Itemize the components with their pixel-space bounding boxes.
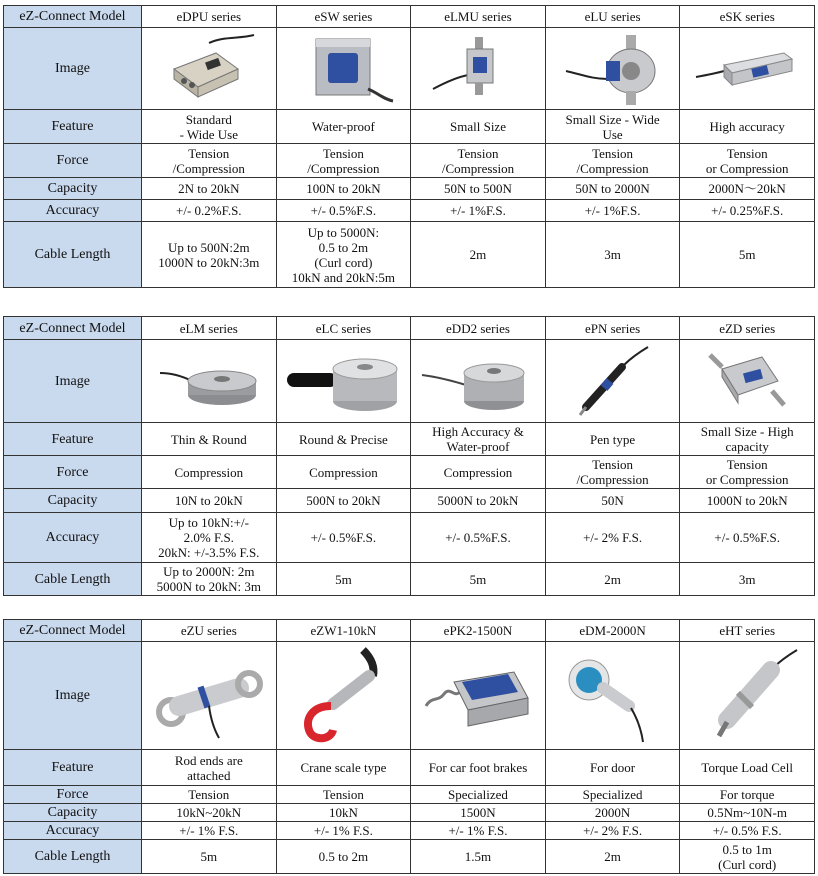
capacity-cell: 2000N～20kN [680,178,815,200]
ezd-load-cell-icon [692,343,802,419]
row-label-cable-length: Cable Length [4,222,142,288]
capacity-cell: 50N to 500N [411,178,546,200]
epn-image-cell [545,340,680,423]
accuracy-cell: +/- 0.5%F.S. [411,513,546,563]
capacity-cell: 2N to 20kN [142,178,277,200]
feature-cell: Round & Precise [276,423,411,456]
model-name-esw: eSW series [276,6,411,28]
row-label-force: Force [4,456,142,489]
esw-image-cell [276,28,411,110]
feature-cell: For car foot brakes [411,750,546,786]
feature-cell: Torque Load Cell [680,750,815,786]
cable-cell: Up to 2000N: 2m 5000N to 20kN: 3m [142,563,277,596]
accuracy-cell: +/- 0.2%F.S. [142,200,277,222]
feature-cell: Pen type [545,423,680,456]
row-label-cable-length: Cable Length [4,563,142,596]
force-cell: Specialized [411,786,546,804]
eht-torque-load-cell-icon [687,646,807,746]
accuracy-cell: +/- 0.5% F.S. [680,822,815,840]
model-header-label: eZ-Connect Model [4,317,142,340]
elu-image-cell [545,28,680,110]
elmu-miniature-load-cell-icon [423,31,533,107]
row-label-image: Image [4,28,142,110]
accuracy-cell: +/- 0.5%F.S. [680,513,815,563]
esk-image-cell [680,28,815,110]
row-label-image: Image [4,642,142,750]
ezw1-image-cell [276,642,411,750]
accuracy-cell: +/- 1% F.S. [411,822,546,840]
capacity-cell: 5000N to 20kN [411,489,546,513]
capacity-cell: 1500N [411,804,546,822]
force-cell: Tension [276,786,411,804]
row-label-cable-length: Cable Length [4,840,142,874]
accuracy-cell: +/- 0.5%F.S. [276,513,411,563]
edm-door-load-cell-icon [553,646,673,746]
accuracy-cell: +/- 1% F.S. [142,822,277,840]
feature-cell: Standard - Wide Use [142,110,277,144]
force-cell: Tension or Compression [680,144,815,178]
epk2-image-cell [411,642,546,750]
model-name-elm: eLM series [142,317,277,340]
elm-image-cell [142,340,277,423]
row-label-feature: Feature [4,110,142,144]
force-cell: Compression [276,456,411,489]
model-name-esk: eSK series [680,6,815,28]
capacity-cell: 500N to 20kN [276,489,411,513]
force-cell: Tension or Compression [680,456,815,489]
model-name-edpu: eDPU series [142,6,277,28]
force-cell: Tension /Compression [411,144,546,178]
eht-image-cell [680,642,815,750]
feature-cell: Small Size - High capacity [680,423,815,456]
cable-cell: 0.5 to 2m [276,840,411,874]
accuracy-cell: +/- 1% F.S. [276,822,411,840]
elc-image-cell [276,340,411,423]
elm-thin-round-load-cell-icon [154,343,264,419]
force-cell: Specialized [545,786,680,804]
elc-round-load-cell-icon [283,343,403,419]
capacity-cell: 10N to 20kN [142,489,277,513]
capacity-cell: 50N to 2000N [545,178,680,200]
force-cell: Tension /Compression [545,144,680,178]
force-cell: Tension /Compression [142,144,277,178]
cable-cell: Up to 500N:2m 1000N to 20kN:3m [142,222,277,288]
feature-cell: Small Size [411,110,546,144]
force-cell: Compression [142,456,277,489]
feature-cell: For door [545,750,680,786]
cable-cell: 1.5m [411,840,546,874]
row-label-feature: Feature [4,423,142,456]
row-label-capacity: Capacity [4,489,142,513]
model-name-edm: eDM-2000N [545,620,680,642]
row-label-feature: Feature [4,750,142,786]
row-label-force: Force [4,144,142,178]
model-name-edd2: eDD2 series [411,317,546,340]
elu-load-cell-icon [558,31,668,107]
esw-s-beam-load-cell-icon [288,31,398,107]
model-name-epk2: ePK2-1500N [411,620,546,642]
feature-cell: High accuracy [680,110,815,144]
cable-cell: 5m [276,563,411,596]
feature-cell: Water-proof [276,110,411,144]
ezu-rod-end-load-cell-icon [149,646,269,746]
model-name-ezu: eZU series [142,620,277,642]
capacity-cell: 50N [545,489,680,513]
spec-table-1 [3,5,815,288]
capacity-cell: 0.5Nm~10N-m [680,804,815,822]
capacity-cell: 2000N [545,804,680,822]
row-label-image: Image [4,340,142,423]
cable-cell: 2m [545,840,680,874]
row-label-capacity: Capacity [4,804,142,822]
cable-cell: 5m [142,840,277,874]
ezu-image-cell [142,642,277,750]
edm-image-cell [545,642,680,750]
capacity-cell: 100N to 20kN [276,178,411,200]
force-cell: Compression [411,456,546,489]
capacity-cell: 10kN [276,804,411,822]
feature-cell: Crane scale type [276,750,411,786]
accuracy-cell: +/- 1%F.S. [411,200,546,222]
cable-cell: 5m [680,222,815,288]
row-label-accuracy: Accuracy [4,513,142,563]
cable-cell: Up to 5000N: 0.5 to 2m (Curl cord) 10kN and 20kN:5m [276,222,411,288]
ezw1-crane-hook-icon [283,646,403,746]
cable-cell: 2m [411,222,546,288]
edd2-waterproof-load-cell-icon [418,343,538,419]
capacity-cell: 1000N to 20kN [680,489,815,513]
accuracy-cell: +/- 1%F.S. [545,200,680,222]
force-cell: For torque [680,786,815,804]
epk2-brake-pedal-load-cell-icon [418,646,538,746]
cable-cell: 2m [545,563,680,596]
capacity-cell: 10kN~20kN [142,804,277,822]
force-cell: Tension /Compression [545,456,680,489]
edpu-image-cell [142,28,277,110]
edd2-image-cell [411,340,546,423]
model-header-label: eZ-Connect Model [4,6,142,28]
model-name-ezd: eZD series [680,317,815,340]
model-name-elu: eLU series [545,6,680,28]
feature-cell: Small Size - Wide Use [545,110,680,144]
epn-pen-load-cell-icon [558,343,668,419]
elmu-image-cell [411,28,546,110]
feature-cell: High Accuracy & Water-proof [411,423,546,456]
feature-cell: Thin & Round [142,423,277,456]
ezd-image-cell [680,340,815,423]
spec-table-3 [3,619,815,874]
accuracy-cell: +/- 0.5%F.S. [276,200,411,222]
model-name-elc: eLC series [276,317,411,340]
row-label-accuracy: Accuracy [4,200,142,222]
force-cell: Tension [142,786,277,804]
accuracy-cell: +/- 2% F.S. [545,513,680,563]
cable-cell: 5m [411,563,546,596]
model-name-epn: ePN series [545,317,680,340]
model-name-elmu: eLMU series [411,6,546,28]
cable-cell: 0.5 to 1m (Curl cord) [680,840,815,874]
edpu-load-cell-icon [154,31,264,107]
feature-cell: Rod ends are attached [142,750,277,786]
model-name-eht: eHT series [680,620,815,642]
model-header-label: eZ-Connect Model [4,620,142,642]
cable-cell: 3m [545,222,680,288]
row-label-force: Force [4,786,142,804]
accuracy-cell: +/- 0.25%F.S. [680,200,815,222]
accuracy-cell: +/- 2% F.S. [545,822,680,840]
row-label-capacity: Capacity [4,178,142,200]
row-label-accuracy: Accuracy [4,822,142,840]
model-name-ezw1: eZW1-10kN [276,620,411,642]
force-cell: Tension /Compression [276,144,411,178]
esk-shear-beam-load-cell-icon [692,31,802,107]
spec-table-2 [3,316,815,596]
accuracy-cell: Up to 10kN:+/- 2.0% F.S. 20kN: +/-3.5% F.S. [142,513,277,563]
cable-cell: 3m [680,563,815,596]
